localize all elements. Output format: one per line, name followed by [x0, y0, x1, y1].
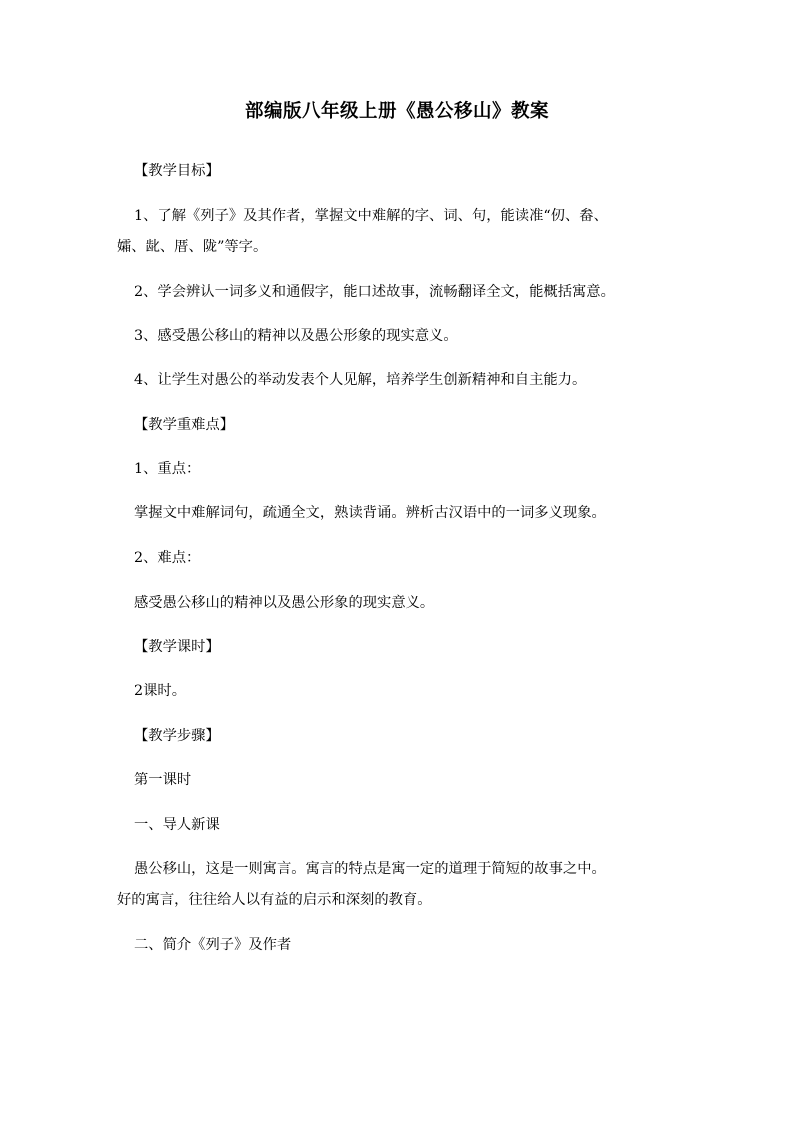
step-1-heading: 一、导人新课 [134, 817, 220, 833]
document-title: 部编版八年级上册《愚公移山》教案 [244, 101, 549, 122]
key-points-heading: 【教学重难点】 [134, 417, 235, 433]
hours-heading: 【教学课时】 [134, 639, 220, 655]
key-point-label: 1、重点： [134, 461, 201, 477]
goal-4: 4、让学生对愚公的举动发表个人见解，培养学生创新精神和自主能力。 [134, 372, 587, 388]
goal-2: 2、学会辨认一词多义和通假字，能口述故事，流畅翻译全文，能概括寓意。 [134, 284, 615, 300]
step-1-paragraph-line-1: 愚公移山，这是一则寓言。寓言的特点是寓一定的道理于简短的故事之中。 [134, 861, 606, 877]
lesson-one-heading: 第一课时 [134, 772, 192, 788]
step-1-paragraph-line-2: 好的寓言，往往给人以有益的启示和深刻的教育。 [117, 892, 432, 908]
hours-text: 2课时。 [134, 683, 186, 699]
goal-1-line-1: 1、了解《列子》及其作者，掌握文中难解的字、词、句，能读准“仞、畚、 [134, 208, 608, 224]
goals-heading: 【教学目标】 [134, 163, 220, 179]
difficulty-text: 感受愚公移山的精神以及愚公形象的现实意义。 [134, 595, 435, 611]
goal-3: 3、感受愚公移山的精神以及愚公形象的现实意义。 [134, 328, 458, 344]
step-2-heading: 二、简介《列子》及作者 [134, 937, 292, 953]
goal-1-line-2: 孀、龀、厝、陇”等字。 [117, 239, 268, 255]
steps-heading: 【教学步骤】 [134, 728, 220, 744]
key-point-text: 掌握文中难解词句，疏通全文，熟读背诵。辨析古汉语中的一词多义现象。 [134, 505, 606, 521]
difficulty-label: 2、难点： [134, 550, 201, 566]
